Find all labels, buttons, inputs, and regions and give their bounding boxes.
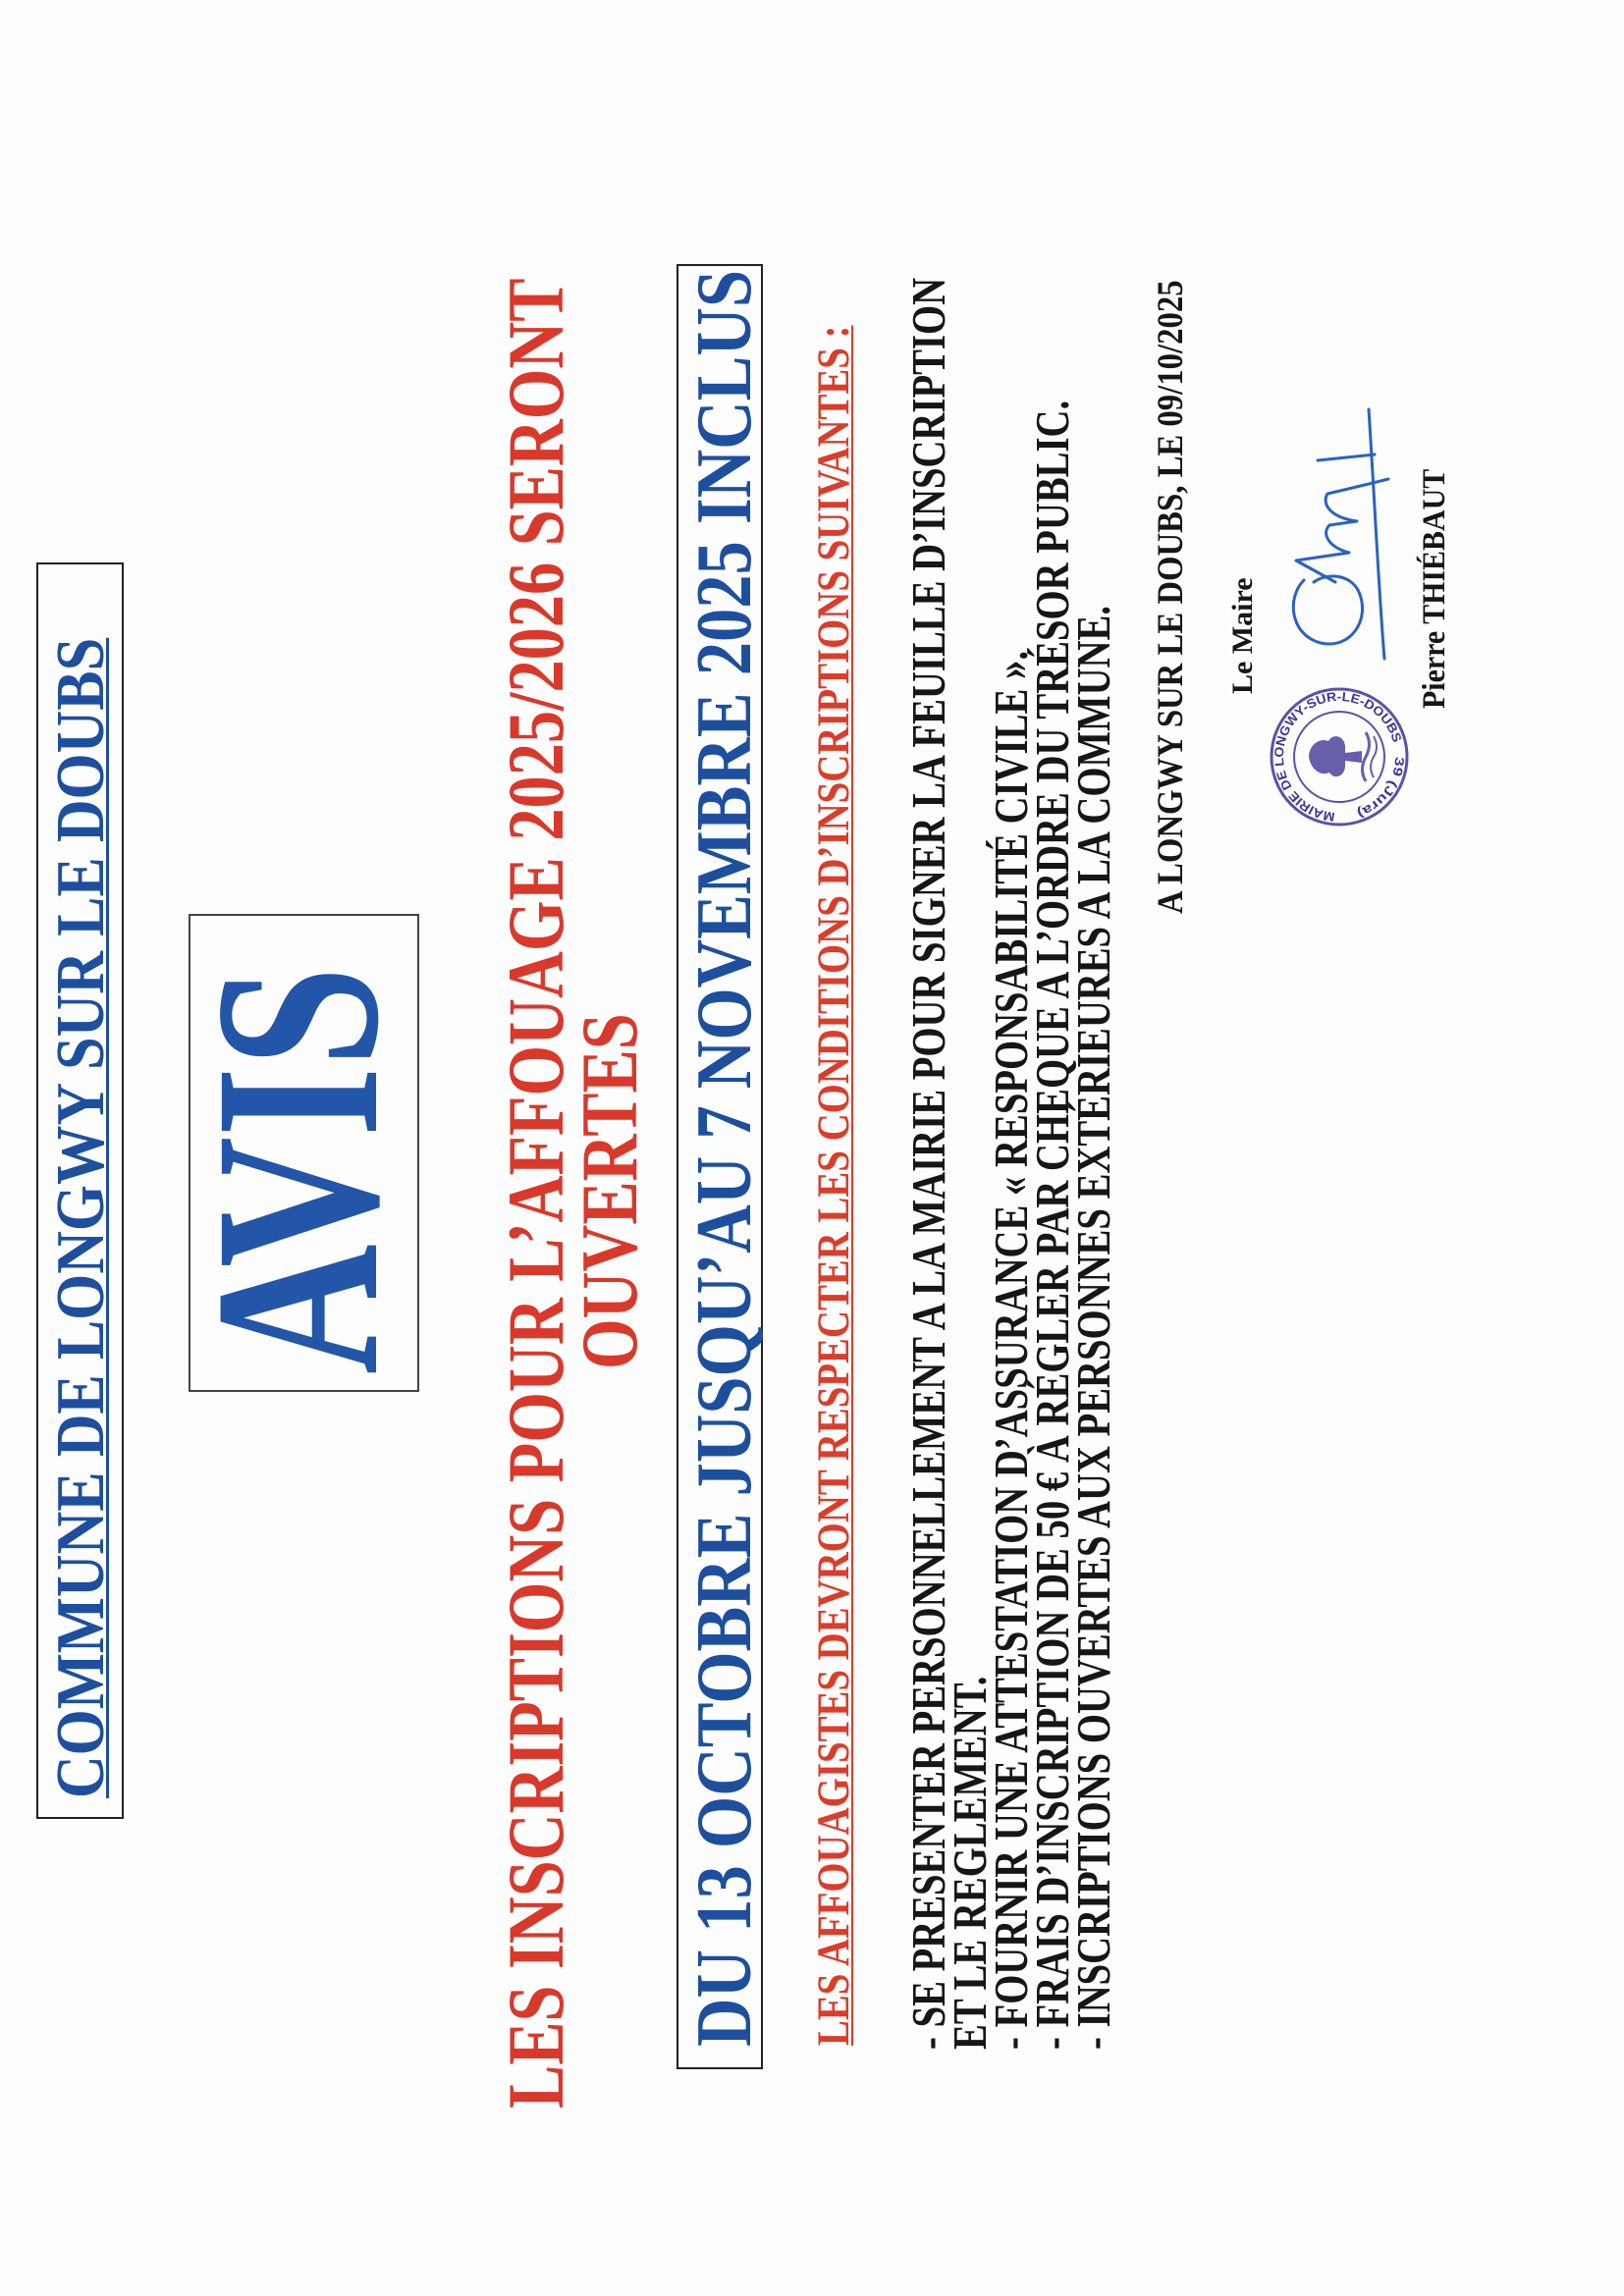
place-and-date: A LONGWY SUR LE DOUBS, LE 09/10/2025 bbox=[1151, 280, 1191, 914]
condition-line: ET LE REGLEMENT. bbox=[943, 1676, 997, 2050]
condition-line: - SE PRESENTER PERSONNELLEMENT A LA MAIRIE POUR SIGNER LA FEUILLE D’INSCRIPTION bbox=[901, 277, 955, 2050]
mairie-stamp bbox=[1266, 683, 1413, 830]
announcement-line-1: LES INSCRIPTIONS POUR L’AFFOUAGE 2025/2026 SERONT bbox=[491, 278, 580, 2109]
signatory-name: Pierre THIÉBAUT bbox=[1417, 468, 1452, 709]
conditions-heading: LES AFFOUAGISTES DEVRONT RESPECTER LES CONDITIONS D’INSCRIPTIONS SUIVANTES : bbox=[808, 325, 859, 2046]
stamp-commune-text: MAIRIE DE LONGWY-SUR-LE-DOUBS bbox=[1271, 688, 1405, 825]
announcement-line-2: OUVERTES bbox=[565, 1013, 654, 1369]
stamp-emblem-icon bbox=[1309, 732, 1377, 781]
signatory-role: Le Maire bbox=[1226, 577, 1259, 694]
registration-period: DU 13 OCTOBRE JUSQU’AU 7 NOVEMBRE 2025 INCLUS bbox=[681, 269, 768, 2047]
condition-line: - FRAIS D’INSCRIPTION DE 50 € À RÉGLER PAR CHEQUE A L’ORDRE DU TRÉSOR PUBLIC. bbox=[1025, 400, 1079, 2050]
stamp-department-text: 39 (Jura) bbox=[1356, 756, 1408, 822]
condition-line: - FOURNIR UNE ATTESTATION D’ASSURANCE « RESPONSABILITÉ CIVILE ». bbox=[984, 650, 1038, 2050]
avis-title: AVIS bbox=[166, 966, 427, 1374]
condition-line: - INSCRIPTIONS OUVERTES AUX PERSONNES EXTÉRIEURES A LA COMMUNE. bbox=[1066, 606, 1120, 2050]
commune-name: COMMUNE DE LONGWY SUR LE DOUBS bbox=[43, 637, 119, 1798]
mayor-signature bbox=[1267, 392, 1404, 676]
